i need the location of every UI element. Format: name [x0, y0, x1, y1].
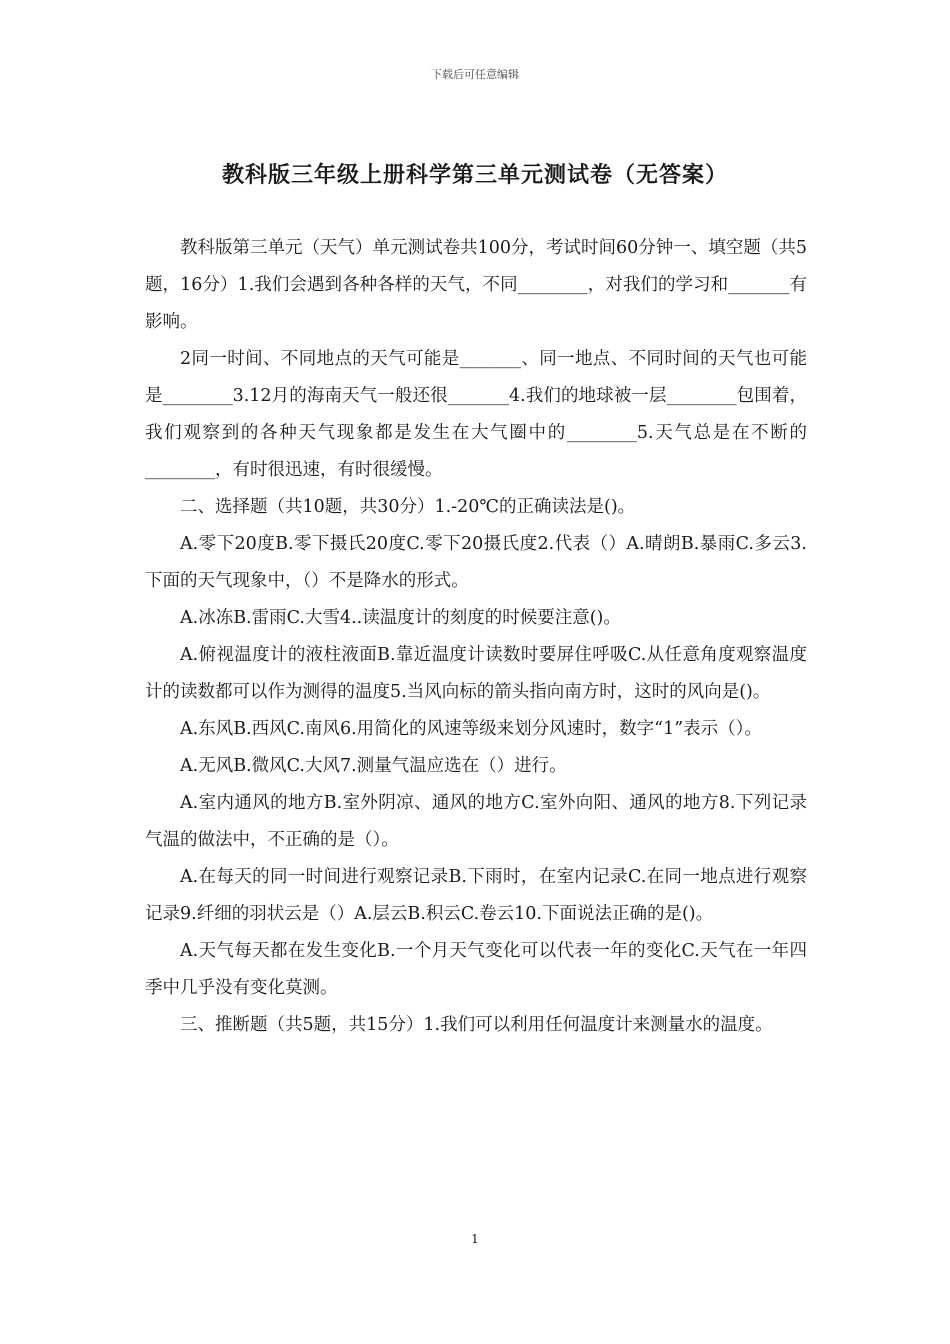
- paragraph-fill-blank-intro: 教科版第三单元（天气）单元测试卷共100分，考试时间60分钟一、填空题（共5题，16分）1.我们会遇到各种各样的天气，不同________，对我们的学习和_______有影响。: [145, 238, 807, 332]
- paragraph-choice-options-6: A.无风B.微风C.大风7.测量气温应选在（）进行。: [180, 756, 567, 776]
- paragraph-choice-options-5: A.东风B.西风C.南风6.用简化的风速等级来划分风速时，数字“1”表示（）。: [180, 719, 762, 739]
- page-number: 1: [471, 1232, 479, 1246]
- paragraph-choice-options-3: A.冰冻B.雷雨C.大雪4..读温度计的刻度的时候要注意()。: [180, 608, 621, 628]
- header-note: 下载后可任意编辑: [431, 68, 519, 81]
- paragraph-judgement-section: 三、推断题（共5题，共15分）1.我们可以利用任何温度计来测量水的温度。: [180, 1015, 773, 1035]
- document-title: 教科版三年级上册科学第三单元测试卷（无答案）: [221, 163, 728, 188]
- paragraph-choice-options-7: A.室内通风的地方B.室外阴凉、通风的地方C.室外向阳、通风的地方8.下列记录气温的做法中，不正确的是（）。: [145, 793, 807, 850]
- document-body: [145, 230, 807, 1044]
- paragraph-choice-section-heading: 二、选择题（共10题，共30分）1.-20℃的正确读法是()。: [180, 497, 636, 517]
- paragraph-choice-options-1: A.零下20度B.零下摄氏20度C.零下20摄氏度2.代表（）A.晴朗B.暴雨C.多云3.下面的天气现象中，（）不是降水的形式。: [145, 534, 807, 591]
- paragraph-choice-options-10: A.天气每天都在发生变化B.一个月天气变化可以代表一年的变化C.天气在一年四季中几乎没有变化莫测。: [145, 941, 807, 998]
- paragraph-fill-blank-questions: 2同一时间、不同地点的天气可能是_______、同一地点、不同时间的天气也可能是________3.12月的海南天气一般还很_______4.我们的地球被一层________包围着，我们观察到的各种天气现象都是发生在大气圈中的________5.天气总是在不断的________，有时很迅速，有时很缓慢。: [145, 349, 807, 480]
- paragraph-choice-options-4: A.俯视温度计的液柱液面B.靠近温度计读数时要屏住呼吸C.从任意角度观察温度计的读数都可以作为测得的温度5.当风向标的箭头指向南方时，这时的风向是()。: [145, 645, 807, 702]
- paragraph-choice-options-8: A.在每天的同一时间进行观察记录B.下雨时，在室内记录C.在同一地点进行观察记录9.纤细的羽状云是（）A.层云B.积云C.卷云10.下面说法正确的是()。: [145, 867, 807, 924]
